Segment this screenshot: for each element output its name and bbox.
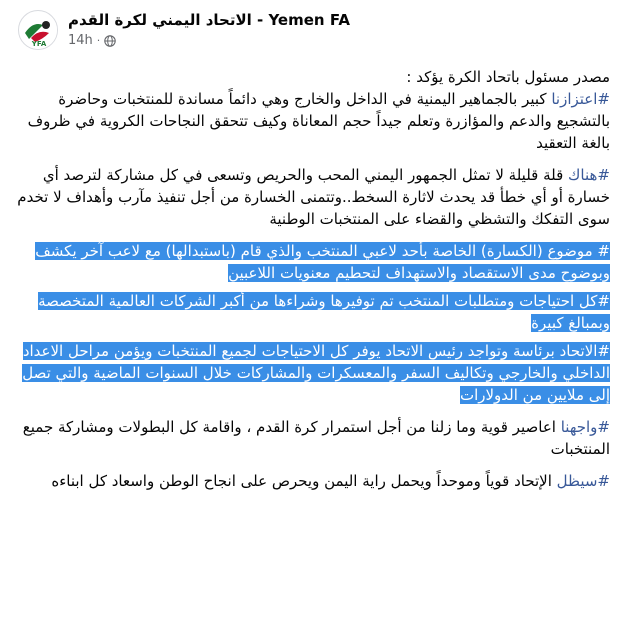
selected-text: # موضوع (الكسارة) الخاصة بأحد لاعبي المنتخب والذي قام (باستبدالها) مع لاعب آخر يكشف وبوضوح مدى الاستقصاد والاستهداف لتحطيم معنويات اللاعبين — [35, 242, 610, 282]
hashtag-link[interactable]: #واجهنا — [560, 418, 610, 436]
paragraph-selected-2 — [10, 290, 610, 334]
post-meta — [68, 33, 116, 48]
selected-text: #كل احتياجات ومتطلبات المنتخب تم توفيرها وشراءها من أكبر الشركات العالمية المتخصصة وبمبالغ كبيرة — [38, 292, 610, 332]
page-avatar[interactable] — [18, 10, 58, 50]
logo-text: YFA — [31, 40, 47, 48]
paragraph-text: قلة قليلة لا تمثل الجمهور اليمني المحب والحريص وتسعى في كل مشاركة لترصد أي خسارة أو أي خطأ قد يحدث لاثارة السخط..وتتمنى الخسارة من أجل تنفيذ مآرب وأهداف لا تخدم سوى التفكك والتشظي والقضاء على المنتخبات الوطنية — [17, 166, 610, 228]
paragraph-intro — [10, 66, 610, 154]
paragraph-selected-3 — [10, 340, 610, 406]
globe-icon[interactable] — [104, 35, 116, 47]
post-text — [10, 66, 610, 502]
hashtag-link[interactable]: #اعتزازنا — [551, 90, 610, 108]
paragraph-text: اعاصير قوية وما زلنا من أجل استمرار كرة القدم ، واقامة كل البطولات ومشاركة جميع المنتخبات — [22, 418, 610, 458]
paragraph-selected-1 — [10, 240, 610, 284]
hashtag-link[interactable]: #سيظل — [556, 472, 610, 490]
paragraph-minority — [10, 164, 610, 230]
intro-line: مصدر مسئول باتحاد الكرة يؤكد : — [406, 68, 610, 86]
post-timestamp[interactable]: 14h — [68, 33, 93, 48]
paragraph-text: الإتحاد قوياً وموحداً ويحمل راية اليمن ويحرص على انجاح الوطن واسعاد كل ابناءه — [51, 472, 557, 490]
paragraph-closing — [10, 470, 610, 492]
intro-body — [10, 88, 610, 154]
post-header — [0, 0, 620, 60]
paragraph-storms — [10, 416, 610, 460]
meta-separator: · — [96, 34, 101, 47]
page-name-link[interactable]: الاتحاد اليمني لكرة القدم - Yemen FA — [68, 11, 350, 29]
yfa-logo-icon — [19, 11, 58, 50]
hashtag-link[interactable]: #هناك — [568, 166, 610, 184]
paragraph-text: كبير بالجماهير اليمنية في الداخل والخارج وهي دائماً مساندة للمنتخبات وحاضرة بالتشجيع والدعم والمؤازرة وتعلم جيداً حجم المعاناة وكيف تتحقق النجاحات الكروية في ظروف بالغة التعقيد — [27, 90, 610, 152]
selected-text: #الاتحاد برئاسة وتواجد رئيس الاتحاد يوفر كل الاحتياجات لجميع المنتخبات ويؤمن مراحل الاعداد الداخلي والخارجي وتكاليف السفر والمعسكرات والمشاركات خلال السنوات الماضية والتي تصل إلى ملايين من الدولارات — [22, 342, 610, 404]
